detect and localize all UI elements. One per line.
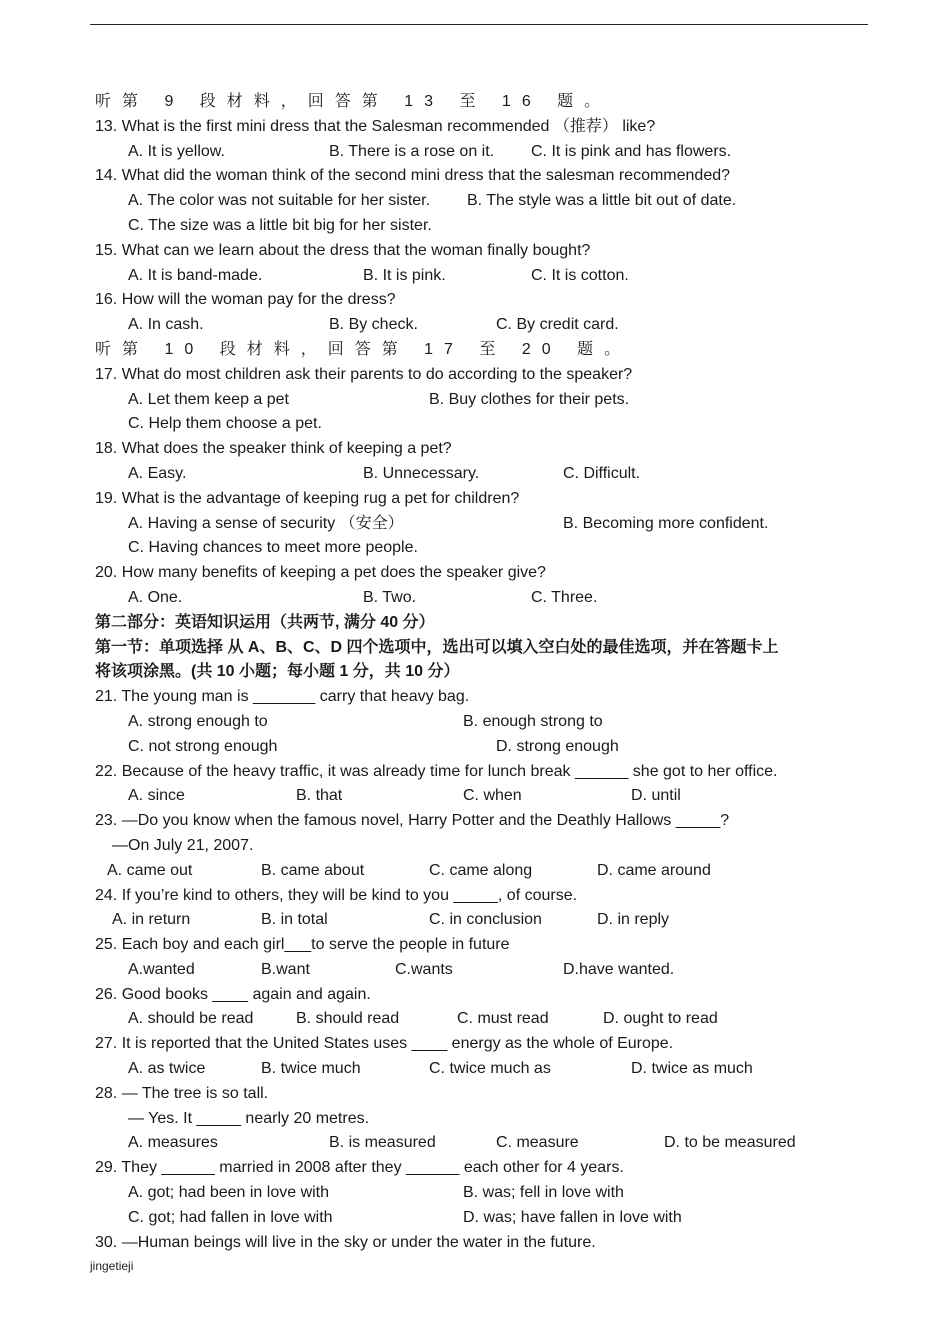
option-text: B. Buy clothes for their pets.: [429, 390, 630, 408]
text-line: [95, 363, 875, 388]
option-text: C. in conclusion: [429, 911, 542, 929]
option-text: C. Three.: [531, 588, 598, 606]
text-line: [95, 214, 875, 239]
line-text: A. It is yellow.: [128, 142, 225, 160]
option-text: C. came along: [429, 861, 533, 879]
text-line: [95, 561, 875, 586]
text-line: [95, 1206, 875, 1231]
line-text: A. In cash.: [128, 316, 204, 334]
text-line: [95, 660, 875, 685]
text-line: [95, 1231, 875, 1256]
option-text: B. enough strong to: [463, 712, 603, 730]
text-line: [95, 611, 875, 636]
text-line: [95, 164, 875, 189]
line-text: 26. Good books ____ again and again.: [95, 985, 371, 1003]
line-text: 19. What is the advantage of keeping rug a pet for children?: [95, 489, 520, 507]
text-line: [95, 809, 875, 834]
text-line: [95, 1007, 875, 1032]
text-line: [95, 636, 875, 661]
line-text: 22. Because of the heavy traffic, it was already time for lunch break ______ she got to her office.: [95, 762, 778, 780]
text-line: [95, 784, 875, 809]
line-text: A. came out: [107, 861, 193, 879]
text-line: [95, 512, 875, 537]
line-text: A. measures: [128, 1134, 218, 1152]
line-text: C. not strong enough: [128, 737, 278, 755]
line-text: 15. What can we learn about the dress that the woman finally bought?: [95, 241, 591, 259]
text-line: [95, 1082, 875, 1107]
option-text: D. in reply: [597, 911, 670, 929]
option-text: B. Two.: [363, 588, 417, 606]
option-text: D. twice as much: [631, 1060, 753, 1078]
line-text: 14. What did the woman think of the second mini dress that the salesman recommended?: [95, 167, 731, 185]
line-text: 将该项涂黑。(共 10 小题；每小题 1 分，共 10 分）: [95, 663, 460, 681]
line-text: A.wanted: [128, 960, 195, 978]
line-text: 29. They ______ married in 2008 after they ______ each other for 4 years.: [95, 1159, 624, 1177]
text-line: [95, 388, 875, 413]
line-text: A. in return: [112, 911, 191, 929]
option-text: B. was; fell in love with: [463, 1184, 624, 1202]
header-rule: [90, 24, 868, 25]
line-text: A. got; had been in love with: [128, 1184, 330, 1202]
line-text: 17. What do most children ask their parents to do according to the speaker?: [95, 365, 633, 383]
option-text: B. is measured: [329, 1134, 436, 1152]
text-line: [95, 859, 875, 884]
option-text: B. By check.: [329, 316, 418, 334]
line-text: C. Help them choose a pet.: [128, 415, 322, 433]
option-text: B. that: [296, 787, 343, 805]
line-text: C. The size was a little bit big for her sister.: [128, 216, 432, 234]
option-text: D.have wanted.: [563, 960, 675, 978]
text-line: [95, 487, 875, 512]
line-text: 16. How will the woman pay for the dress?: [95, 291, 396, 309]
option-text: B. in total: [261, 911, 328, 929]
option-text: D. to be measured: [664, 1134, 796, 1152]
text-line: [95, 462, 875, 487]
line-text: A. should be read: [128, 1010, 254, 1028]
option-text: B. came about: [261, 861, 365, 879]
option-text: D. ought to read: [603, 1010, 718, 1028]
line-text: —On July 21, 2007.: [112, 836, 254, 854]
text-line: [95, 288, 875, 313]
text-line: [95, 140, 875, 165]
option-text: C. twice much as: [429, 1060, 551, 1078]
option-text: C. when: [463, 787, 522, 805]
option-text: C.wants: [395, 960, 453, 978]
text-line: [95, 412, 875, 437]
text-line: [95, 685, 875, 710]
line-text: 18. What does the speaker think of keeping a pet?: [95, 440, 452, 458]
text-line: [95, 1057, 875, 1082]
line-text: A. Easy.: [128, 464, 187, 482]
text-line: [95, 834, 875, 859]
option-text: C. measure: [496, 1134, 579, 1152]
text-line: [95, 735, 875, 760]
footer-text: jingetieji: [90, 1259, 134, 1273]
option-text: B. twice much: [261, 1060, 361, 1078]
option-text: D. came around: [597, 861, 711, 879]
option-text: C. must read: [457, 1010, 549, 1028]
line-text: A. since: [128, 787, 185, 805]
line-text: 20. How many benefits of keeping a pet does the speaker give?: [95, 564, 546, 582]
line-text: 听第 9 段材料，回答第 13 至 16 题。: [95, 93, 612, 110]
text-line: [95, 908, 875, 933]
line-text: A. strong enough to: [128, 712, 268, 730]
line-text: — Yes. It _____ nearly 20 metres.: [128, 1109, 370, 1127]
text-line: [95, 437, 875, 462]
line-text: C. got; had fallen in love with: [128, 1208, 333, 1226]
line-text: 24. If you’re kind to others, they will be kind to you _____, of course.: [95, 886, 578, 904]
text-line: [95, 536, 875, 561]
line-text: A. Let them keep a pet: [128, 390, 289, 408]
option-text: C. By credit card.: [496, 316, 619, 334]
line-text: 第二部分：英语知识运用（共两节, 满分 40 分）: [95, 613, 435, 631]
text-line: [95, 189, 875, 214]
text-line: [95, 239, 875, 264]
text-line: [95, 958, 875, 983]
text-line: [95, 1032, 875, 1057]
text-line: [95, 115, 875, 140]
line-text: 21. The young man is _______ carry that heavy bag.: [95, 688, 470, 706]
text-line: [95, 760, 875, 785]
text-line: [95, 586, 875, 611]
line-text: 23. —Do you know when the famous novel, Harry Potter and the Deathly Hallows _____?: [95, 812, 730, 830]
line-text: A. Having a sense of security （安全）: [128, 514, 404, 532]
text-line: [95, 1107, 875, 1132]
text-line: [95, 884, 875, 909]
option-text: D. strong enough: [496, 737, 619, 755]
line-text: 30. —Human beings will live in the sky or under the water in the future.: [95, 1233, 596, 1251]
option-text: C. It is cotton.: [531, 266, 629, 284]
text-line: [95, 1156, 875, 1181]
text-line: [95, 264, 875, 289]
option-text: D. was; have fallen in love with: [463, 1208, 682, 1226]
line-text: C. Having chances to meet more people.: [128, 539, 418, 557]
line-text: 听第 10 段材料，回答第 17 至 20 题。: [95, 340, 632, 358]
text-line: [95, 338, 875, 363]
option-text: C. It is pink and has flowers.: [531, 142, 732, 160]
text-line: [95, 313, 875, 338]
option-text: B.want: [261, 960, 310, 978]
text-line: [95, 710, 875, 735]
text-line: [95, 1131, 875, 1156]
option-text: D. until: [631, 787, 681, 805]
text-line: [95, 983, 875, 1008]
line-text: 25. Each boy and each girl___to serve the people in future: [95, 936, 510, 954]
line-text: 13. What is the first mini dress that the Salesman recommended （推荐） like?: [95, 117, 656, 135]
line-text: A. It is band-made.: [128, 266, 263, 284]
option-text: B. The style was a little bit out of date.: [467, 192, 737, 210]
option-text: B. Unnecessary.: [363, 464, 480, 482]
option-text: B. should read: [296, 1010, 400, 1028]
text-line: [95, 933, 875, 958]
line-text: A. as twice: [128, 1060, 206, 1078]
option-text: B. Becoming more confident.: [563, 514, 769, 532]
option-text: B. It is pink.: [363, 266, 446, 284]
text-line: [95, 1181, 875, 1206]
line-text: A. The color was not suitable for her sister.: [128, 192, 431, 210]
exam-page-content: [95, 90, 875, 1255]
line-text: 第一节：单项选择 从 A、B、C、D 四个选项中，选出可以填入空白处的最佳选项，并在答题卡上: [95, 638, 779, 656]
option-text: C. Difficult.: [563, 464, 641, 482]
line-text: A. One.: [128, 588, 183, 606]
option-text: B. There is a rose on it.: [329, 142, 495, 160]
text-line: [95, 90, 875, 115]
line-text: 28. — The tree is so tall.: [95, 1084, 269, 1102]
line-text: 27. It is reported that the United States uses ____ energy as the whole of Europe.: [95, 1035, 674, 1053]
